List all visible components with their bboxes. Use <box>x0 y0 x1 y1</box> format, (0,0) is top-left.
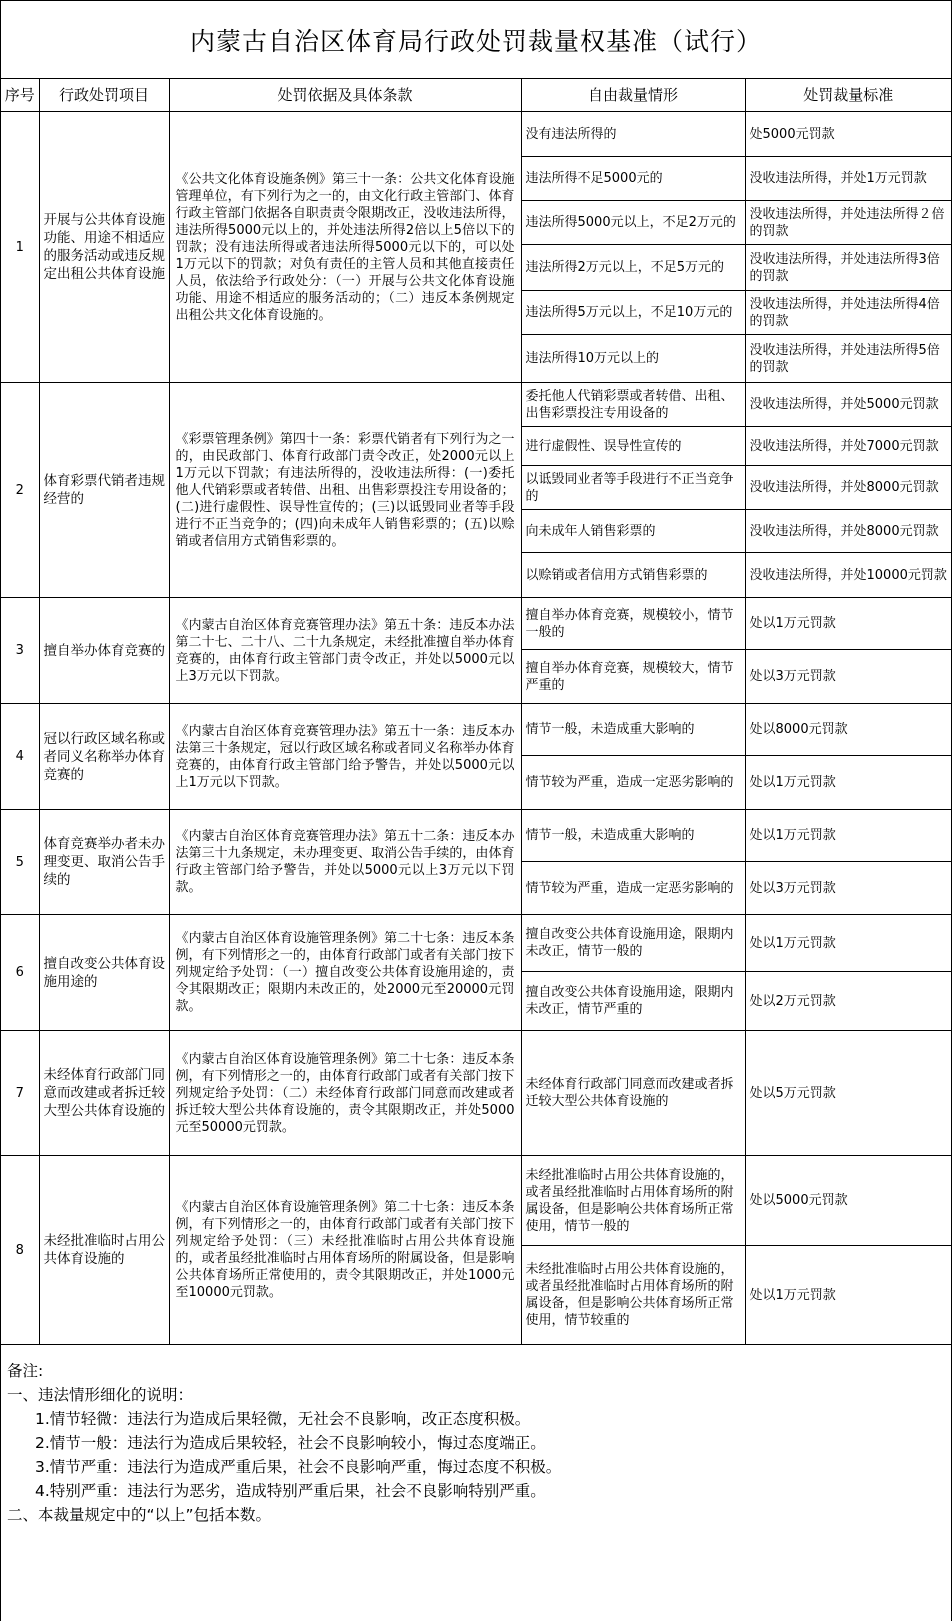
discretion-circumstance: 违法所得2万元以上，不足5万元的 <box>521 245 745 291</box>
row-number: 3 <box>1 598 39 704</box>
discretion-circumstance: 未经批准临时占用公共体育设施的，或者虽经批准临时占用体育场所的附属设备，但是影响公共体育场所正常使用，情节一般的 <box>521 1156 745 1246</box>
row-number: 4 <box>1 704 39 810</box>
penalty-standard: 处以5万元罚款 <box>745 1031 951 1156</box>
discretion-circumstance: 未经体育行政部门同意而改建或者拆迁较大型公共体育设施的 <box>521 1031 745 1156</box>
notes-item: 3.情节严重：违法行为造成严重后果，社会不良影响严重，悔过态度不积极。 <box>35 1458 562 1476</box>
penalty-standard: 处以1万元罚款 <box>745 1246 951 1345</box>
penalty-standard: 处以1万元罚款 <box>745 756 951 810</box>
penalty-standard: 处5000元罚款 <box>745 112 951 157</box>
penalty-standard: 处以1万元罚款 <box>745 810 951 862</box>
legal-basis: 《内蒙古自治区体育设施管理条例》第二十七条：违反本条例，有下列情形之一的，由体育行政部门或者有关部门按下列规定给予处罚：（三）未经批准临时占用公共体育设施的，或者虽经批准临时占用体育场所的附属设备，但是影响公共体育场所正常使用的，责令其限期改正，并处1000元至10000元罚款。 <box>169 1156 521 1345</box>
row-number: 8 <box>1 1156 39 1345</box>
penalty-standard: 处以8000元罚款 <box>745 704 951 756</box>
penalty-standard: 没收违法所得，并处8000元罚款 <box>745 510 951 553</box>
table-row <box>1 1156 951 1246</box>
table-row <box>1 112 951 157</box>
legal-basis: 《内蒙古自治区体育设施管理条例》第二十七条：违反本条例，有下列情形之一的，由体育行政部门或者有关部门按下列规定给予处罚：（一）擅自改变公共体育设施用途的，责令其限期改正；限期内未改正的，处2000元至20000元罚款。 <box>169 915 521 1031</box>
row-number: 7 <box>1 1031 39 1156</box>
discretion-circumstance: 违法所得5万元以上，不足10万元的 <box>521 291 745 335</box>
penalty-item: 未经体育行政部门同意而改建或者拆迁较大型公共体育设施的 <box>39 1031 169 1156</box>
penalty-standard: 没收违法所得，并处7000元罚款 <box>745 427 951 466</box>
penalty-standard: 没收违法所得，并处10000元罚款 <box>745 553 951 598</box>
penalty-item: 擅自举办体育竞赛的 <box>39 598 169 704</box>
penalty-item: 未经批准临时占用公共体育设施的 <box>39 1156 169 1345</box>
penalty-standard: 没收违法所得，并处违法所得3倍的罚款 <box>745 245 951 291</box>
notes-section-1: 一、违法情形细化的说明： <box>7 1386 194 1404</box>
penalty-item: 体育竞赛举办者未办理变更、取消公告手续的 <box>39 810 169 915</box>
table-row <box>1 1031 951 1156</box>
penalty-standard: 处以3万元罚款 <box>745 650 951 704</box>
discretion-circumstance: 违法所得10万元以上的 <box>521 335 745 383</box>
penalty-standard: 处以5000元罚款 <box>745 1156 951 1246</box>
penalty-item: 体育彩票代销者违规经营的 <box>39 383 169 598</box>
discretion-circumstance: 情节较为严重，造成一定恶劣影响的 <box>521 756 745 810</box>
penalty-standard: 处以1万元罚款 <box>745 598 951 650</box>
legal-basis: 《彩票管理条例》第四十一条：彩票代销者有下列行为之一的，由民政部门、体育行政部门责令改正，处2000元以上1万元以下罚款；有违法所得的，没收违法所得：(一)委托他人代销彩票或者转借、出租、出售彩票投注专用设备的；(二)进行虚假性、误导性宣传的；(三)以诋毁同业者等手段进行不正当竞争的；(四)向未成年人销售彩票的；(五)以赊销或者信用方式销售彩票的。 <box>169 383 521 598</box>
discretion-circumstance: 擅自改变公共体育设施用途，限期内未改正，情节一般的 <box>521 915 745 972</box>
penalty-standard: 没收违法所得，并处1万元罚款 <box>745 157 951 201</box>
row-number: 2 <box>1 383 39 598</box>
notes-section <box>1 1345 951 1527</box>
table-header-row <box>1 79 951 112</box>
penalty-item: 擅自改变公共体育设施用途的 <box>39 915 169 1031</box>
penalty-standard: 没收违法所得，并处违法所得２倍的罚款 <box>745 201 951 245</box>
discretion-circumstance: 情节一般，未造成重大影响的 <box>521 810 745 862</box>
header-basis: 处罚依据及具体条款 <box>169 79 521 112</box>
legal-basis: 《内蒙古自治区体育竞赛管理办法》第五十二条：违反本办法第三十九条规定，未办理变更、取消公告手续的，由体育行政主管部门给予警告，并处以5000元以上3万元以下罚款。 <box>169 810 521 915</box>
header-standard: 处罚裁量标准 <box>745 79 951 112</box>
legal-basis: 《公共文化体育设施条例》第三十一条：公共文化体育设施管理单位，有下列行为之一的，由文化行政主管部门、体育行政主管部门依据各自职责责令限期改正，没收违法所得，违法所得5000元以上的，并处违法所得2倍以上5倍以下的罚款；没有违法所得或者违法所得5000元以下的，可以处1万元以下的罚款；对负有责任的主管人员和其他直接责任人员，依法给予行政处分：（一）开展与公共文化体育设施功能、用途不相适应的服务活动的；（二）违反本条例规定出租公共文化体育设施的。 <box>169 112 521 383</box>
discretion-circumstance: 情节一般，未造成重大影响的 <box>521 704 745 756</box>
discretion-circumstance: 擅自举办体育竞赛，规模较小，情节一般的 <box>521 598 745 650</box>
notes-item: 1.情节轻微：违法行为造成后果轻微，无社会不良影响，改正态度积极。 <box>35 1410 531 1428</box>
penalty-standard: 处以3万元罚款 <box>745 862 951 915</box>
discretion-circumstance: 委托他人代销彩票或者转借、出租、出售彩票投注专用设备的 <box>521 383 745 427</box>
discretion-circumstance: 以诋毁同业者等手段进行不正当竞争的 <box>521 466 745 510</box>
notes-section-2: 二、本裁量规定中的“以上”包括本数。 <box>7 1506 272 1524</box>
notes-item: 4.特别严重：违法行为恶劣，造成特别严重后果，社会不良影响特别严重。 <box>35 1482 546 1500</box>
discretion-circumstance: 违法所得不足5000元的 <box>521 157 745 201</box>
penalty-standard: 没收违法所得，并处5000元罚款 <box>745 383 951 427</box>
penalty-standard: 处以1万元罚款 <box>745 915 951 972</box>
discretion-circumstance: 擅自改变公共体育设施用途，限期内未改正，情节严重的 <box>521 972 745 1031</box>
discretion-circumstance: 违法所得5000元以上，不足2万元的 <box>521 201 745 245</box>
penalty-table <box>1 79 951 1345</box>
penalty-item: 冠以行政区域名称或者同义名称举办体育竞赛的 <box>39 704 169 810</box>
discretion-circumstance: 情节较为严重，造成一定恶劣影响的 <box>521 862 745 915</box>
table-row <box>1 704 951 756</box>
discretion-circumstance: 向未成年人销售彩票的 <box>521 510 745 553</box>
header-circumstance: 自由裁量情形 <box>521 79 745 112</box>
table-row <box>1 810 951 862</box>
discretion-circumstance: 未经批准临时占用公共体育设施的，或者虽经批准临时占用体育场所的附属设备，但是影响公共体育场所正常使用，情节较重的 <box>521 1246 745 1345</box>
table-body <box>1 112 951 1345</box>
header-no: 序号 <box>1 79 39 112</box>
discretion-circumstance: 以赊销或者信用方式销售彩票的 <box>521 553 745 598</box>
discretion-circumstance: 擅自举办体育竞赛，规模较大，情节严重的 <box>521 650 745 704</box>
title-bar <box>1 1 951 79</box>
legal-basis: 《内蒙古自治区体育设施管理条例》第二十七条：违反本条例，有下列情形之一的，由体育行政部门或者有关部门按下列规定给予处罚：（二）未经体育行政部门同意而改建或者拆迁较大型公共体育设施的，责令其限期改正，并处5000元至50000元罚款。 <box>169 1031 521 1156</box>
legal-basis: 《内蒙古自治区体育竞赛管理办法》第五十条：违反本办法第二十七、二十八、二十九条规定，未经批准擅自举办体育竞赛的，由体育行政主管部门责令改正，并处以5000元以上3万元以下罚款。 <box>169 598 521 704</box>
penalty-standard: 没收违法所得，并处违法所得5倍的罚款 <box>745 335 951 383</box>
table-row <box>1 598 951 650</box>
penalty-standard: 没收违法所得，并处8000元罚款 <box>745 466 951 510</box>
row-number: 6 <box>1 915 39 1031</box>
page-title: 内蒙古自治区体育局行政处罚裁量权基准（试行） <box>189 26 762 56</box>
notes-heading: 备注: <box>7 1362 44 1380</box>
table-row <box>1 915 951 972</box>
header-item: 行政处罚项目 <box>39 79 169 112</box>
row-number: 5 <box>1 810 39 915</box>
table-row <box>1 383 951 427</box>
penalty-standard: 处以2万元罚款 <box>745 972 951 1031</box>
notes-item: 2.情节一般：违法行为造成后果较轻，社会不良影响较小，悔过态度端正。 <box>35 1434 546 1452</box>
penalty-standard: 没收违法所得，并处违法所得4倍的罚款 <box>745 291 951 335</box>
discretion-circumstance: 没有违法所得的 <box>521 112 745 157</box>
discretion-circumstance: 进行虚假性、误导性宣传的 <box>521 427 745 466</box>
legal-basis: 《内蒙古自治区体育竞赛管理办法》第五十一条：违反本办法第三十条规定，冠以行政区域名称或者同义名称举办体育竞赛的，由体育行政主管部门给予警告，并处以5000元以上1万元以下罚款。 <box>169 704 521 810</box>
row-number: 1 <box>1 112 39 383</box>
penalty-item: 开展与公共体育设施功能、用途不相适应的服务活动或违反规定出租公共体育设施 <box>39 112 169 383</box>
